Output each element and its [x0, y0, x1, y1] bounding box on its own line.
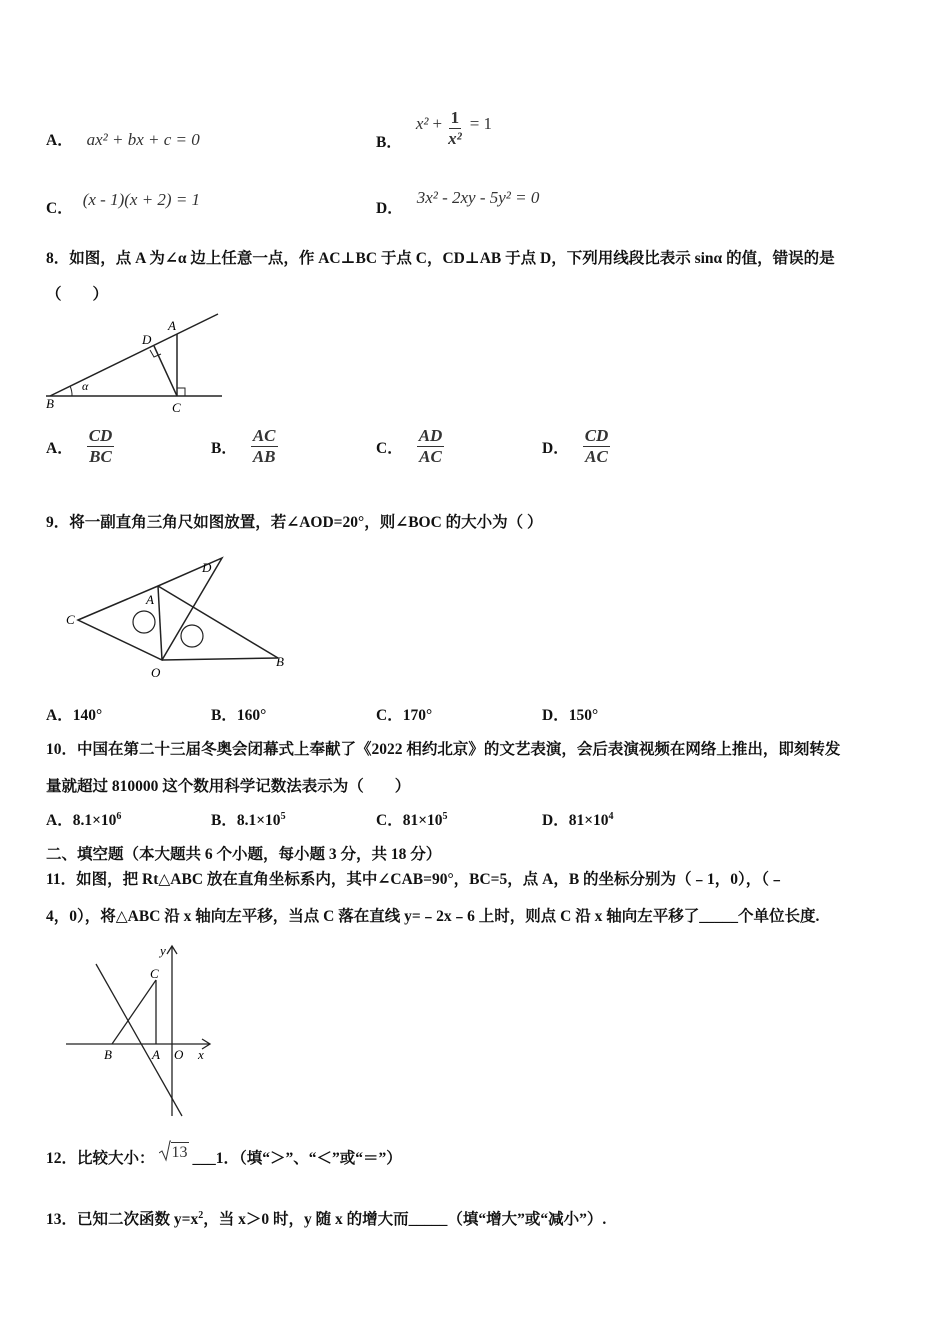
option-label: D．	[542, 439, 569, 457]
q8-option-d	[542, 426, 610, 467]
q8-figure	[44, 310, 226, 416]
fraction-numerator: AC	[252, 426, 276, 445]
q10-text-line1: 10．中国在第二十三届冬奥会闭幕式上奉献了《2022 相约北京》的文艺表演，会后表演视频在网络上推出，即刻转发	[46, 741, 841, 758]
segment-bc	[112, 980, 156, 1044]
option-fraction	[417, 426, 445, 467]
q11-text-line2: 4，0），将△ABC 沿 x 轴向左平移，当点 C 落在直线 y=﹣2x﹣6 上时，则点 C 沿 x 轴向左平移了_____个单位长度.	[46, 908, 820, 925]
option-label: D．	[376, 200, 403, 217]
option-exponent: 4	[608, 810, 614, 822]
option-label: B．	[211, 707, 237, 724]
fraction-denominator: AC	[419, 447, 442, 466]
option-base: 81×10	[402, 812, 443, 829]
label-b: B	[104, 1047, 112, 1062]
q10-option-a	[46, 808, 121, 830]
label-c: C	[172, 400, 181, 415]
option-fraction	[583, 426, 611, 467]
fraction-denominator: AB	[252, 447, 276, 466]
q9-figure	[62, 556, 298, 686]
q8-text-line1: 8．如图，点 A 为∠α 边上任意一点，作 AC⊥BC 于点 C，CD⊥AB 于点 D，下列用线段比表示 sinα 的值，错误的是	[46, 250, 835, 267]
fraction-numerator: AD	[418, 426, 443, 445]
section-title: 二、填空题（本大题共 6 个小题，每小题 3 分，共 18 分）	[46, 846, 442, 863]
q10-text-line2: 量就超过 810000 这个数用科学记数法表示为（ ）	[46, 778, 411, 795]
label-c: C	[66, 612, 75, 627]
label-o: O	[151, 665, 161, 680]
q9-text: 9．将一副直角三角尺如图放置，若∠AOD=20°，则∠BOC 的大小为（ ）	[46, 514, 543, 531]
q7-option-b	[376, 104, 492, 152]
q8-text-line2: （ ）	[46, 286, 109, 303]
option-label: B．	[376, 134, 402, 151]
q7-option-a	[46, 128, 200, 150]
radicand: 13	[171, 1144, 188, 1161]
q10-option-b	[211, 808, 286, 830]
q12-text	[46, 1146, 402, 1168]
option-base: 8.1×10	[236, 812, 281, 829]
option-label: C．	[46, 200, 73, 217]
option-label: C．	[376, 439, 403, 457]
option-expression: ax² + bx + c = 0	[86, 130, 200, 149]
option-label: B．	[211, 812, 237, 829]
fraction-denominator: x²	[448, 128, 462, 148]
option-label: C．	[376, 812, 403, 829]
q10-option-c	[376, 808, 448, 830]
option-value: 170°	[402, 707, 433, 724]
segment-ob	[162, 658, 278, 660]
option-fraction	[446, 108, 464, 149]
q13-text	[46, 1207, 606, 1229]
square-root	[159, 1140, 189, 1162]
option-label: A．	[46, 132, 73, 149]
label-b: B	[276, 654, 284, 669]
angle-arc	[70, 386, 72, 396]
q13-exponent: 2	[198, 1209, 204, 1221]
label-a: A	[168, 318, 176, 333]
q12-prefix: 12．比较大小：	[46, 1150, 155, 1167]
option-label: A．	[46, 812, 73, 829]
label-a: A	[152, 1047, 160, 1062]
fraction-denominator: AC	[585, 447, 608, 466]
q9-option-a	[46, 703, 102, 725]
q8-option-b	[211, 426, 278, 467]
segment-ao	[158, 586, 162, 660]
option-expression: (x - 1)(x + 2) = 1	[82, 190, 201, 209]
option-fraction	[87, 426, 115, 467]
option-value: 160°	[236, 707, 267, 724]
ray-ba	[50, 314, 218, 396]
label-d: D	[142, 332, 152, 347]
segment-ab	[158, 586, 278, 658]
segment-cd	[154, 346, 177, 396]
option-base: 8.1×10	[72, 812, 117, 829]
option-expression: 3x² - 2xy - 5y² = 0	[416, 188, 540, 207]
triangle-hole-right	[181, 625, 203, 647]
option-label: D．	[542, 707, 569, 724]
q8-option-a	[46, 426, 114, 467]
equals-one: = 1	[469, 114, 493, 133]
option-label: A．	[46, 707, 73, 724]
option-exponent: 6	[116, 810, 122, 822]
fraction-denominator: BC	[89, 447, 112, 466]
q13-prefix: 13．已知二次函数 y=x	[46, 1211, 199, 1228]
label-x: x	[198, 1047, 204, 1062]
q10-option-d	[542, 808, 614, 830]
line-y-eq-neg2x-6	[96, 964, 182, 1116]
label-y: y	[160, 943, 166, 958]
q9-option-d	[542, 703, 598, 725]
right-angle-c	[177, 388, 185, 396]
label-c: C	[150, 966, 159, 981]
fraction-numerator: CD	[584, 426, 609, 445]
q7-option-d	[376, 188, 540, 217]
q7-option-c	[46, 190, 201, 217]
option-label: D．	[542, 812, 569, 829]
q11-text-line1: 11．如图，把 Rt△ABC 放在直角坐标系内，其中∠CAB=90°，BC=5，点 A，B 的坐标分别为（﹣1，0），（﹣	[46, 871, 785, 888]
option-exponent: 5	[280, 810, 286, 822]
option-label: C．	[376, 707, 403, 724]
q9-option-b	[211, 703, 266, 725]
option-expression-x: x²	[415, 114, 429, 133]
label-o: O	[174, 1047, 184, 1062]
option-exponent: 5	[442, 810, 448, 822]
fraction-numerator: 1	[450, 107, 460, 127]
label-a: A	[146, 592, 154, 607]
fraction-numerator: CD	[88, 426, 113, 445]
q13-suffix: ，当 x＞0 时，y 随 x 的增大而_____（填“增大”或“减小”）.	[203, 1211, 607, 1228]
q12-suffix: ___1．（填“＞”、“＜”或“＝”）	[192, 1150, 402, 1167]
option-label: A．	[46, 439, 73, 457]
option-label: B．	[211, 439, 237, 457]
triangle-hole-left	[133, 611, 155, 633]
label-b: B	[46, 396, 54, 411]
option-base: 81×10	[568, 812, 609, 829]
label-alpha: α	[82, 379, 89, 393]
q8-option-c	[376, 426, 444, 467]
triangle-cdo	[78, 558, 222, 660]
label-d: D	[202, 560, 212, 575]
q11-figure	[62, 940, 218, 1120]
option-fraction	[251, 426, 278, 467]
option-value: 140°	[72, 707, 103, 724]
plus-sign: +	[432, 114, 443, 133]
radical-sign-icon	[159, 1140, 171, 1162]
q9-option-c	[376, 703, 432, 725]
option-value: 150°	[568, 707, 599, 724]
